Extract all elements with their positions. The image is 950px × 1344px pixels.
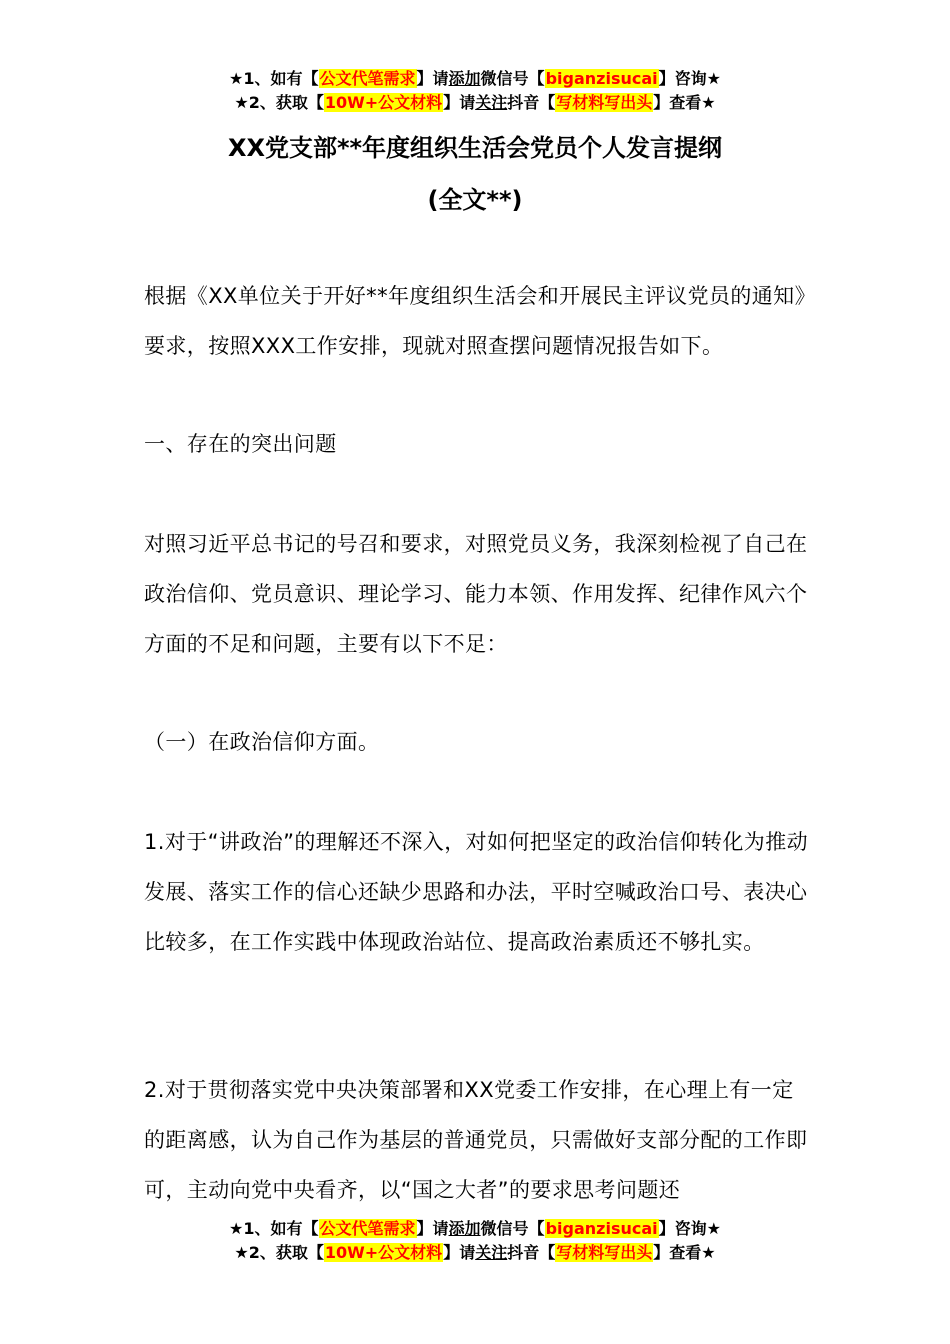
promo-text: 】请 (443, 1243, 476, 1262)
section-heading-1: 一、存在的突出问题 (144, 432, 337, 456)
document-title: XX党支部**年度组织生活会党员个人发言提纲 (227, 134, 723, 162)
promo-text: 微信号【 (480, 69, 545, 88)
promo-line-1 (0, 67, 950, 91)
paragraph-item-1: 1.对于“讲政治”的理解还不深入，对如何把坚定的政治信仰转化为推动发展、落实工作的信心还缺少思路和办法，平时空喊政治口号、表决心比较多，在工作实践中体现政治站位、提高政治素质还不够扎实。 (144, 830, 808, 954)
document-subtitle: (全文**) (427, 186, 523, 214)
promo-underlined: 添加 (448, 69, 481, 88)
promo-text: ★1、如有【 (229, 69, 319, 88)
promo-text: 抖音【 (507, 93, 556, 112)
promo-highlight: 写材料写出头 (556, 93, 653, 112)
promo-highlight: biganzisucai (545, 1219, 658, 1238)
promo-text: 】咨询★ (658, 69, 721, 88)
paragraph-intro: 根据《XX单位关于开好**年度组织生活会和开展民主评议党员的通知》要求，按照XXX工作安排，现就对照查摆问题情况报告如下。 (144, 284, 806, 358)
promo-highlight: 10W+公文材料 (324, 93, 443, 112)
promo-underlined: 添加 (448, 1219, 481, 1238)
promo-underlined: 关注 (475, 1243, 508, 1262)
promo-text: 】请 (443, 93, 476, 112)
promo-text: 】查看★ (653, 93, 716, 112)
subsection-heading-1: （一）在政治信仰方面。 (144, 730, 380, 754)
promo-text: ★2、获取【 (234, 93, 324, 112)
paragraph-overview: 对照习近平总书记的号召和要求，对照党员义务，我深刻检视了自己在政治信仰、党员意识、理论学习、能力本领、作用发挥、纪律作风六个方面的不足和问题，主要有以下不足： (144, 532, 808, 656)
promo-line-2 (0, 91, 950, 115)
promo-text: 抖音【 (507, 1243, 556, 1262)
promo-text: ★1、如有【 (229, 1219, 319, 1238)
promo-highlight: biganzisucai (545, 69, 658, 88)
promo-highlight: 写材料写出头 (556, 1243, 653, 1262)
promo-text: 微信号【 (480, 1219, 545, 1238)
footer-promo-banner (0, 1217, 950, 1265)
promo-line-1 (0, 1217, 950, 1241)
promo-text: 】查看★ (653, 1243, 716, 1262)
promo-text: 】请 (416, 69, 449, 88)
promo-highlight: 公文代笔需求 (319, 69, 416, 88)
promo-text: 】请 (416, 1219, 449, 1238)
header-promo-banner (0, 67, 950, 115)
paragraph-item-2: 2.对于贯彻落实党中央决策部署和XX党委工作安排，在心理上有一定的距离感，认为自己作为基层的普通党员，只需做好支部分配的工作即可，主动向党中央看齐，以“国之大者”的要求思考问题还 (144, 1078, 808, 1202)
promo-text: ★2、获取【 (234, 1243, 324, 1262)
promo-underlined: 关注 (475, 93, 508, 112)
promo-line-2 (0, 1241, 950, 1265)
promo-text: 】咨询★ (658, 1219, 721, 1238)
promo-highlight: 10W+公文材料 (324, 1243, 443, 1262)
promo-highlight: 公文代笔需求 (319, 1219, 416, 1238)
